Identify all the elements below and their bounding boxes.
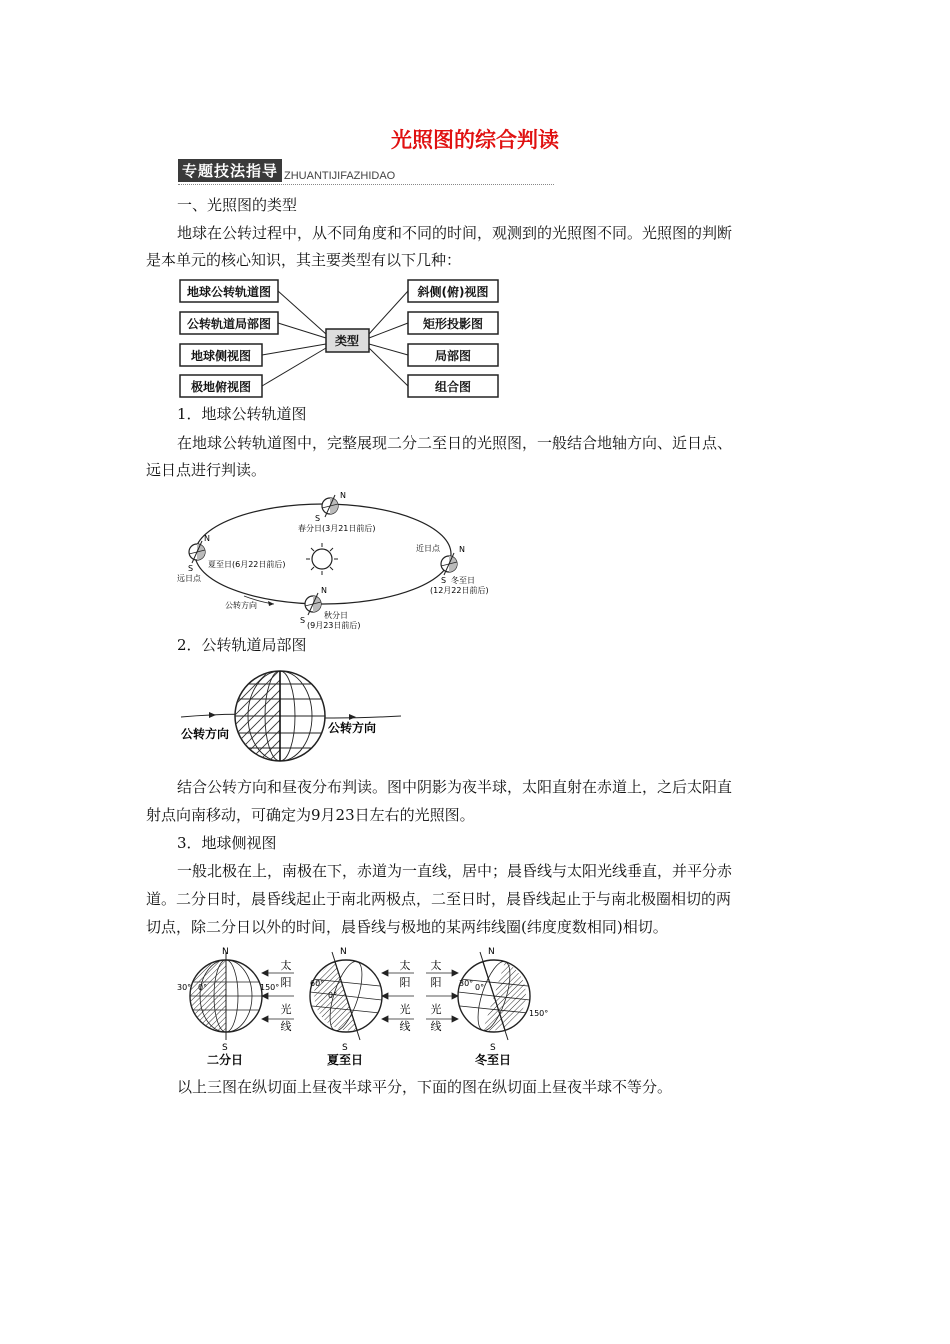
intro-line-1: 地球在公转过程中，从不同角度和不同的时间，观测到的光照图不同。光照图的判断 (177, 224, 733, 242)
label-direction-left: 公转方向 (181, 727, 230, 741)
globe2-n: N (340, 947, 347, 957)
type-right-1: 斜侧(俯)视图 (417, 285, 489, 299)
s1-heading: 1．地球公转轨道图 (177, 405, 307, 423)
globe1-lon-left: 30° (177, 983, 192, 992)
globe2-caption: 夏至日 (327, 1053, 364, 1067)
page-title: 光照图的综合判读 (391, 128, 559, 152)
sun1-char-4: 线 (280, 1020, 292, 1033)
intro-line-2: 是本单元的核心知识，其主要类型有以下几种： (146, 251, 462, 269)
earth-autumn-s: S (300, 616, 306, 625)
sun2-char-4: 线 (399, 1020, 411, 1033)
type-right-3: 局部图 (434, 349, 472, 363)
globe2-lon-left: 60° (310, 979, 325, 988)
type-left-3: 地球侧视图 (190, 349, 252, 363)
s2-line-2: 射点向南移动，可确定为9月23日左右的光照图。 (146, 806, 475, 824)
sun3-char-4: 线 (430, 1020, 442, 1033)
earth-summer-s: S (188, 564, 194, 573)
globe3-lon-right: 150° (529, 1009, 549, 1018)
label-summer: 夏至日(6月22日前后) (208, 560, 286, 569)
section-banner (178, 160, 395, 182)
earth-summer (189, 541, 205, 563)
s3-closing: 以上三图在纵切面上昼夜半球平分，下面的图在纵切面上昼夜半球不等分。 (177, 1078, 673, 1096)
s1-line-2: 远日点进行判读。 (146, 461, 267, 479)
s3-heading: 3．地球侧视图 (177, 834, 277, 852)
globe3-caption: 冬至日 (475, 1053, 512, 1067)
banner-label: 专题技法指导 (178, 159, 282, 182)
globe1-lon-zero: 0° (198, 983, 208, 992)
label-autumn-date: (9月23日前后) (307, 621, 361, 630)
globe-summer-solstice (310, 952, 382, 1040)
type-left-2: 公转轨道局部图 (186, 317, 272, 331)
label-perihelion: 近日点 (416, 544, 440, 553)
globe3-lon-zero: 0° (475, 983, 485, 992)
globe2-lon-zero: 0° (328, 991, 338, 1000)
orbit-partial-diagram (176, 664, 406, 774)
label-direction-right: 公转方向 (328, 721, 377, 735)
s2-heading: 2．公转轨道局部图 (177, 636, 307, 654)
sun3-char-3: 光 (430, 1003, 442, 1016)
type-left-1: 地球公转轨道图 (186, 285, 272, 299)
earth-summer-n: N (204, 534, 210, 543)
earth-spring-s: S (315, 514, 321, 523)
earth-winter-s: S (441, 576, 447, 585)
earth-winter-n: N (459, 545, 465, 554)
label-winter: 冬至日 (451, 576, 475, 585)
type-diagram (170, 276, 510, 402)
earth-spring-n: N (340, 491, 346, 500)
earth-autumn-n: N (321, 586, 327, 595)
sun3-char-2: 阳 (430, 976, 442, 989)
banner-divider (178, 184, 554, 185)
banner-subtitle: ZHUANTIJIFAZHIDAO (284, 170, 396, 182)
globe1-s: S (222, 1043, 228, 1053)
s3-line-3: 切点，除二分日以外的时间，晨昏线与极地的某两纬线圈(纬度度数相同)相切。 (146, 918, 668, 936)
label-spring: 春分日(3月21日前后) (298, 524, 376, 533)
section1-heading: 一、光照图的类型 (177, 196, 298, 214)
globe3-lon-left: 30° (459, 979, 474, 988)
label-aphelion: 远日点 (177, 574, 201, 583)
globe-winter-solstice (458, 952, 530, 1040)
earth-autumn (305, 593, 321, 615)
orbit-diagram (170, 486, 510, 634)
s2-line-1: 结合公转方向和昼夜分布判读。图中阴影为夜半球，太阳直射在赤道上，之后太阳直 (177, 778, 733, 796)
earth-spring (322, 495, 338, 517)
type-right-2: 矩形投影图 (422, 317, 484, 331)
type-center: 类型 (334, 334, 360, 348)
s1-line-1: 在地球公转轨道图中，完整展现二分二至日的光照图，一般结合地轴方向、近日点、 (177, 434, 733, 452)
sun1-char-1: 太 (280, 959, 292, 972)
globe-equinox (190, 952, 262, 1040)
type-left-4: 极地俯视图 (190, 380, 252, 394)
s3-line-1: 一般北极在上，南极在下，赤道为一直线，居中；晨昏线与太阳光线垂直，并平分赤 (177, 862, 733, 880)
type-right-4: 组合图 (434, 380, 472, 394)
label-winter-date: (12月22日前后) (430, 586, 489, 595)
globe2-s: S (342, 1043, 348, 1053)
globe3-n: N (488, 947, 495, 957)
s3-line-2: 道。二分日时，晨昏线起止于南北两极点，二至日时，晨昏线起止于与南北极圈相切的两 (146, 890, 732, 908)
sun1-char-3: 光 (280, 1003, 292, 1016)
sun2-char-3: 光 (399, 1003, 411, 1016)
sun-icon (306, 543, 338, 575)
globe1-lon-right: 150° (260, 983, 280, 992)
globe1-caption: 二分日 (207, 1053, 244, 1067)
sun2-char-2: 阳 (399, 976, 411, 989)
sun1-char-2: 阳 (280, 976, 292, 989)
side-view-diagram (172, 946, 562, 1068)
label-autumn: 秋分日 (324, 611, 348, 620)
label-orbit-direction: 公转方向 (225, 601, 257, 610)
sun2-char-1: 太 (399, 959, 411, 972)
globe3-s: S (490, 1043, 496, 1053)
sun3-char-1: 太 (430, 959, 442, 972)
globe1-n: N (222, 947, 229, 957)
